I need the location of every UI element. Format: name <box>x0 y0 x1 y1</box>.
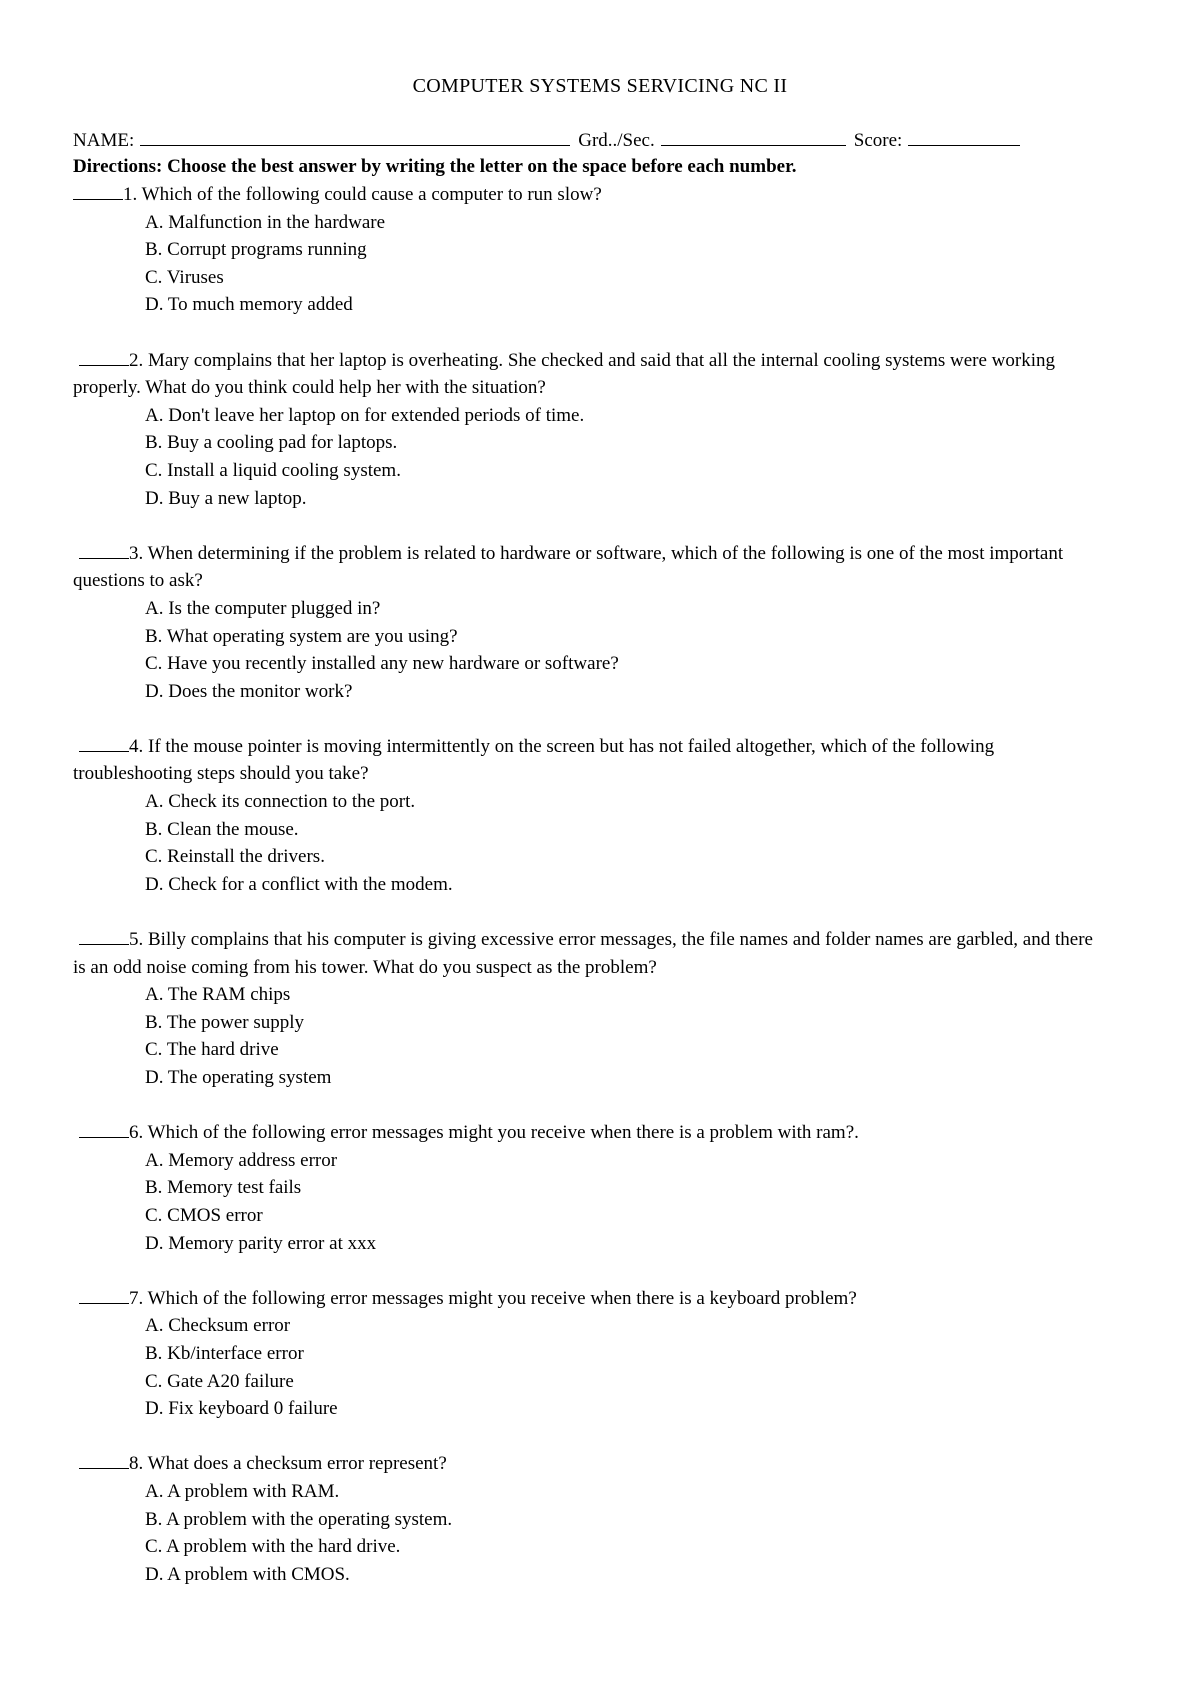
question-item <box>73 1285 1103 1423</box>
grade-section-field[interactable] <box>661 127 846 146</box>
answer-blank[interactable] <box>79 1450 129 1469</box>
answer-option: C. Reinstall the drivers. <box>145 846 325 868</box>
answer-option: B. The power supply <box>145 1011 305 1033</box>
answer-blank[interactable] <box>79 1285 129 1304</box>
question-text: 4. If the mouse pointer is moving intermittently on the screen but has not failed altogether, which of the following troubleshooting steps should you take? <box>73 735 995 785</box>
question-text: 3. When determining if the problem is related to hardware or software, which of the following is one of the most important questions to ask? <box>73 542 1064 592</box>
answer-option: D. Memory parity error at xxx <box>145 1232 377 1254</box>
score-label: Score: <box>853 130 903 151</box>
question-stem <box>73 540 1103 595</box>
answer-option: B. Clean the mouse. <box>145 818 299 840</box>
answer-option: D. Does the monitor work? <box>145 680 353 702</box>
answer-options <box>73 981 1103 1091</box>
answer-option: A. The RAM chips <box>145 984 291 1006</box>
answer-option: D. A problem with CMOS. <box>145 1563 350 1585</box>
question-item <box>73 926 1103 1092</box>
answer-option: B. A problem with the operating system. <box>145 1508 453 1530</box>
question-text: 6. Which of the following error messages might you receive when there is a problem with ram?. <box>129 1122 859 1144</box>
answer-options <box>73 402 1103 512</box>
answer-option: C. Install a liquid cooling system. <box>145 459 401 481</box>
answer-option: B. Kb/interface error <box>145 1342 304 1364</box>
question-item <box>73 540 1103 706</box>
directions: Directions: Choose the best answer by writing the letter on the space before each number. <box>73 156 797 177</box>
answer-option: C. The hard drive <box>145 1039 279 1061</box>
answer-options <box>73 1478 1103 1588</box>
question-text: 2. Mary complains that her laptop is overheating. She checked and said that all the internal cooling systems were working properly. What do you think could help her with the situation? <box>73 349 1055 399</box>
answer-option: B. What operating system are you using? <box>145 625 458 647</box>
question-text: 7. Which of the following error messages might you receive when there is a keyboard problem? <box>129 1287 857 1309</box>
grade-section-label: Grd../Sec. <box>578 130 655 151</box>
question-text: 8. What does a checksum error represent? <box>129 1453 447 1475</box>
name-label: NAME: <box>73 130 135 151</box>
answer-option: A. A problem with RAM. <box>145 1480 340 1502</box>
answer-blank[interactable] <box>79 1119 129 1138</box>
answer-option: A. Is the computer plugged in? <box>145 597 381 619</box>
answer-option: A. Check its connection to the port. <box>145 791 416 813</box>
question-item <box>73 181 1103 319</box>
answer-option: B. Buy a cooling pad for laptops. <box>145 432 398 454</box>
answer-options <box>73 595 1103 705</box>
answer-option: C. Viruses <box>145 266 224 288</box>
answer-option: C. A problem with the hard drive. <box>145 1536 401 1558</box>
name-field[interactable] <box>140 127 570 146</box>
question-item <box>73 733 1103 899</box>
question-stem <box>73 1450 1103 1478</box>
answer-options <box>73 1312 1103 1422</box>
question-stem <box>73 181 1103 209</box>
answer-option: D. Check for a conflict with the modem. <box>145 873 453 895</box>
question-stem <box>73 733 1103 788</box>
answer-option: A. Memory address error <box>145 1149 338 1171</box>
question-text: 1. Which of the following could cause a computer to run slow? <box>123 184 602 205</box>
answer-option: C. CMOS error <box>145 1204 263 1226</box>
question-item <box>73 1119 1103 1257</box>
question-stem <box>73 347 1103 402</box>
answer-option: D. The operating system <box>145 1067 332 1088</box>
answer-option: C. Gate A20 failure <box>145 1370 294 1392</box>
question-text: 5. Billy complains that his computer is giving excessive error messages, the file names and folder names are garbled, and there is an odd noise coming from his tower. What do you suspect as the problem? <box>73 929 1093 978</box>
question-item <box>73 347 1103 513</box>
answer-option: D. To much memory added <box>145 294 353 316</box>
answer-options <box>73 209 1103 319</box>
answer-blank[interactable] <box>79 926 129 945</box>
answer-option: B. Corrupt programs running <box>145 239 367 261</box>
answer-options <box>73 1147 1103 1257</box>
answer-option: D. Fix keyboard 0 failure <box>145 1398 338 1420</box>
answer-option: A. Malfunction in the hardware <box>145 211 386 233</box>
question-item <box>73 1450 1103 1588</box>
answer-blank[interactable] <box>79 347 129 366</box>
answer-option: A. Checksum error <box>145 1315 291 1337</box>
question-list <box>73 181 1103 1616</box>
score-field[interactable] <box>908 127 1020 146</box>
question-stem <box>73 1285 1103 1313</box>
answer-options <box>73 788 1103 898</box>
question-stem <box>73 1119 1103 1147</box>
answer-option: A. Don't leave her laptop on for extended periods of time. <box>145 404 585 426</box>
answer-option: C. Have you recently installed any new hardware or software? <box>145 653 619 675</box>
answer-blank[interactable] <box>79 733 129 752</box>
answer-option: B. Memory test fails <box>145 1177 302 1199</box>
question-stem <box>73 926 1103 981</box>
student-info-row <box>73 127 1028 153</box>
answer-blank[interactable] <box>73 181 123 200</box>
answer-blank[interactable] <box>79 540 129 559</box>
page-title: COMPUTER SYSTEMS SERVICING NC II <box>412 75 788 97</box>
answer-option: D. Buy a new laptop. <box>145 487 307 509</box>
